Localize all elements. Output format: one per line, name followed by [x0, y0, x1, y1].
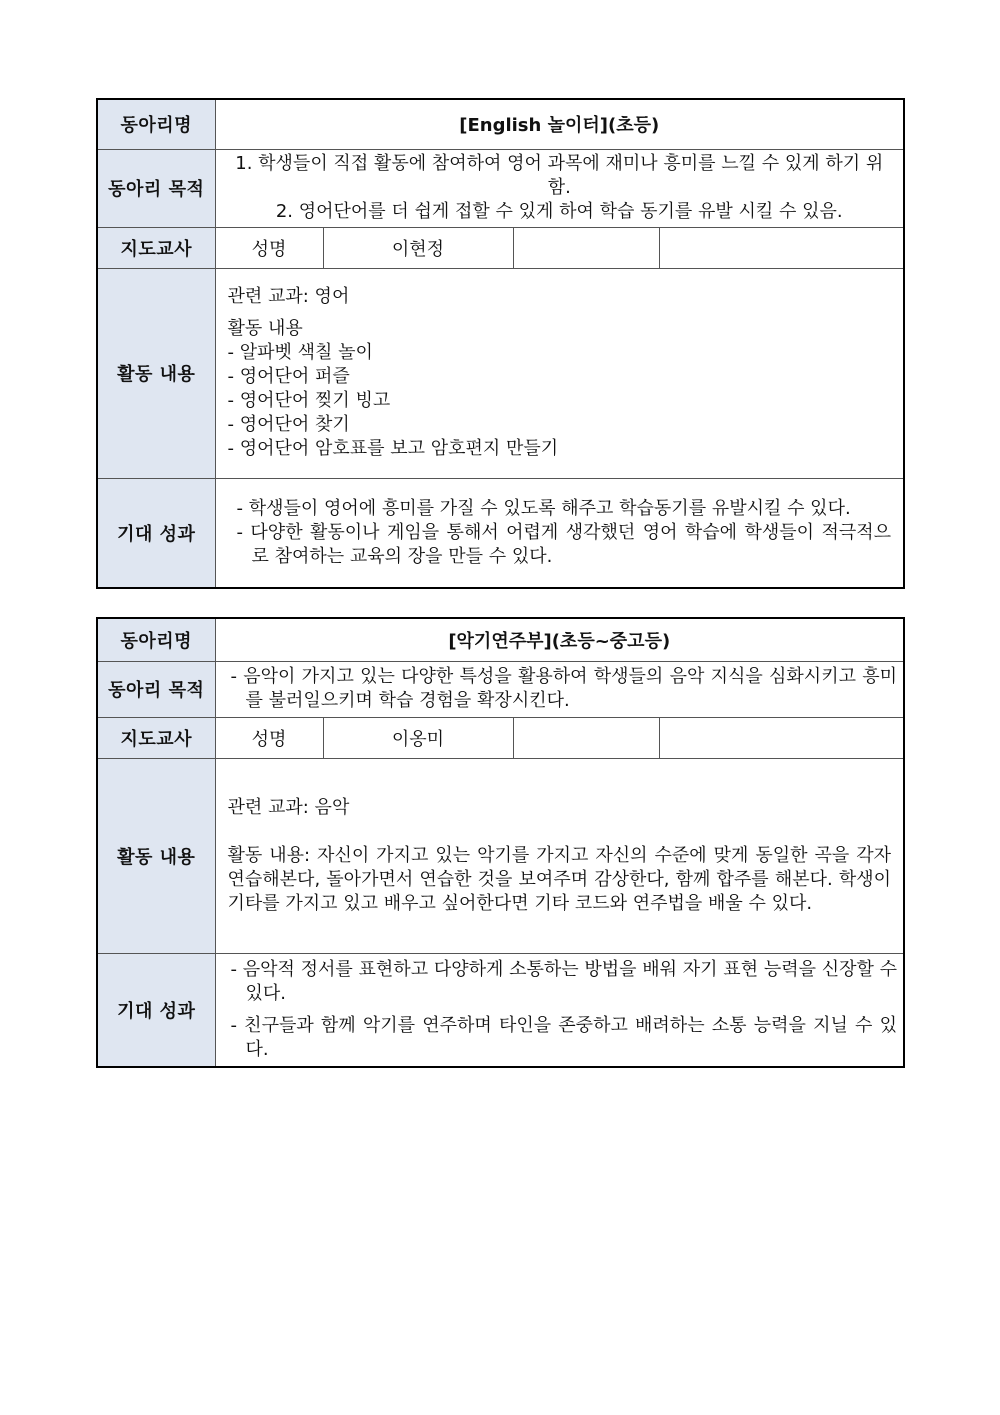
- club-goal: - 음악이 가지고 있는 다양한 특성을 활용하여 학생들의 음악 지식을 심화시키고 흥미를 불러일으키며 학습 경험을 확장시킨다.: [230, 666, 897, 711]
- teacher-label: 지도교사: [97, 717, 215, 758]
- empty-cell: [513, 717, 659, 758]
- outcome-item: - 다양한 활동이나 게임을 통해서 어렵게 생각했던 영어 학습에 학생들이 적극적으로 참여하는 교육의 장을 만들 수 있다.: [236, 521, 891, 567]
- club-table-english: [96, 98, 905, 589]
- activity-label: 활동 내용: [97, 268, 215, 478]
- club-table-instrument: [96, 617, 905, 1068]
- club-name-label: 동아리명: [97, 99, 215, 149]
- expected-label: 기대 성과: [97, 953, 215, 1067]
- empty-cell: [659, 717, 904, 758]
- outcome-item: - 친구들과 함께 악기를 연주하며 타인을 존중하고 배려하는 소통 능력을 지닐 수 있다.: [230, 1014, 897, 1060]
- club-name: [English 놀이터](초등): [215, 99, 904, 149]
- empty-cell: [513, 227, 659, 268]
- activity-title: 활동 내용: [227, 318, 303, 339]
- activity-item: - 영어단어 퍼즐: [227, 366, 350, 387]
- activity-item: - 영어단어 암호표를 보고 암호편지 만들기: [227, 438, 559, 459]
- teacher-name-label: 성명: [215, 227, 323, 268]
- expected-label: 기대 성과: [97, 478, 215, 588]
- outcome-item: - 학생들이 영어에 흥미를 가질 수 있도록 해주고 학습동기를 유발시킬 수 있다.: [236, 497, 851, 519]
- teacher-name-label: 성명: [215, 717, 323, 758]
- outcome-item: - 음악적 정서를 표현하고 다양하게 소통하는 방법을 배워 자기 표현 능력을 신장할 수 있다.: [230, 958, 897, 1004]
- activity-item: - 알파벳 색칠 놀이: [227, 342, 373, 363]
- club-goal-2: 2. 영어단어를 더 쉽게 접할 수 있게 하여 학습 동기를 유발 시킬 수 있음.: [275, 201, 843, 222]
- club-goal-label: 동아리 목적: [97, 149, 215, 227]
- teacher-name: 이현정: [323, 227, 513, 268]
- empty-cell: [659, 227, 904, 268]
- teacher-name: 이옹미: [323, 717, 513, 758]
- related-subject: 관련 교과: 영어: [227, 286, 350, 307]
- club-goal-label: 동아리 목적: [97, 661, 215, 717]
- activity-label: 활동 내용: [97, 758, 215, 953]
- activity-list: [228, 341, 892, 461]
- club-name: [악기연주부](초등~중고등): [215, 618, 904, 661]
- activity-item: - 영어단어 찢기 빙고: [227, 390, 391, 411]
- club-goal-1: 1. 학생들이 직접 활동에 참여하여 영어 과목에 재미나 흥미를 느낄 수 있게 하기 위함.: [235, 153, 884, 198]
- activity-description: 활동 내용: 자신이 가지고 있는 악기를 가지고 자신의 수준에 맞게 동일한 곡을 각자 연습해본다, 돌아가면서 연습한 것을 보여주며 감상한다, 함께 합주를 해본다. 학생이 기타를 가지고 있고 배우고 싶어한다면 기타 코드와 연주법을 배울 수 있다.: [227, 844, 891, 914]
- teacher-label: 지도교사: [97, 227, 215, 268]
- related-subject: 관련 교과: 음악: [227, 796, 350, 818]
- club-name-label: 동아리명: [97, 618, 215, 661]
- activity-item: - 영어단어 찾기: [227, 414, 350, 435]
